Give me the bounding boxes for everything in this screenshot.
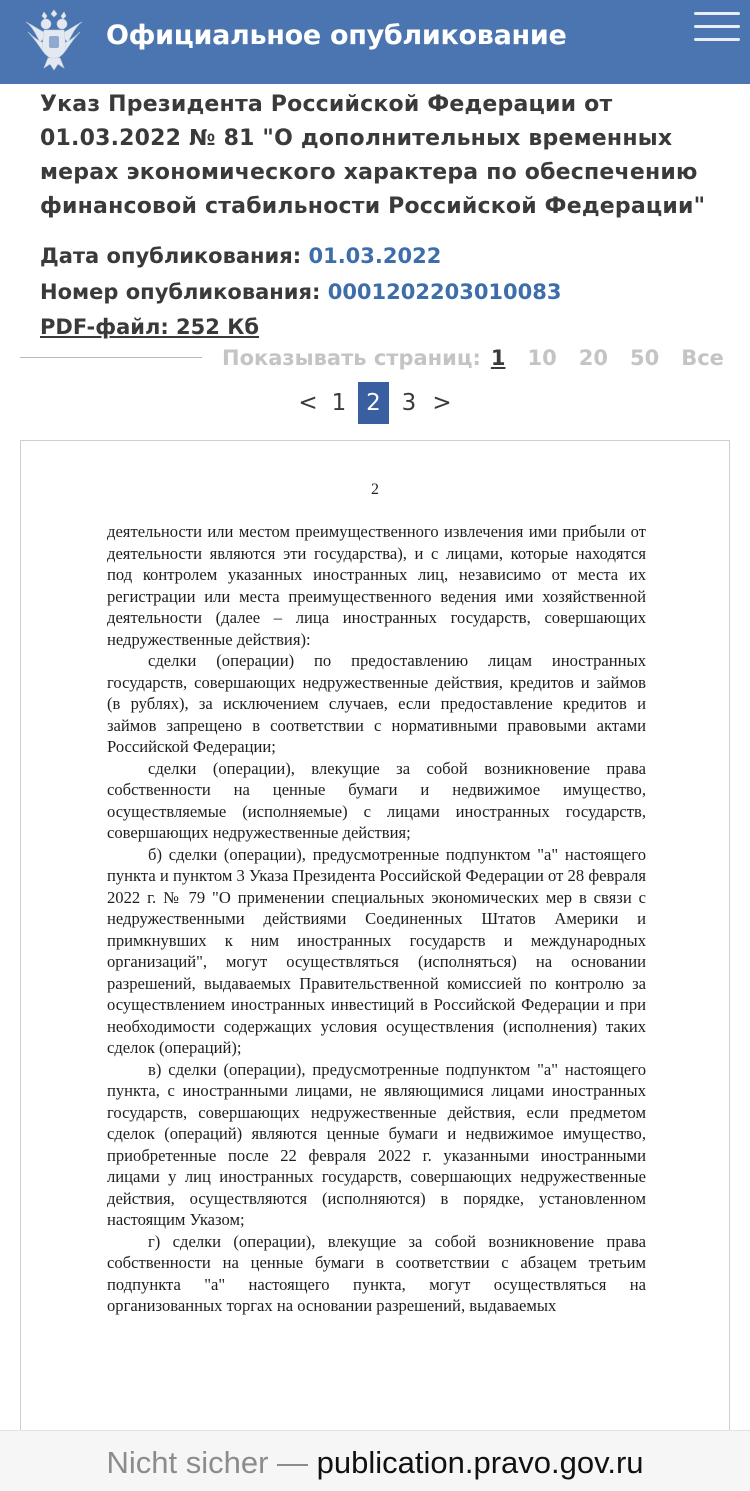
publication-number-label: Номер опубликования:	[40, 280, 321, 304]
pages-option-all[interactable]: Все	[681, 346, 724, 370]
site-header	[0, 0, 750, 84]
scan-paragraph: сделки (операции), влекущие за собой возникновение права собственности на ценные бумаги и недвижимое имущество, осуществляемые (исполняемые) с лицами иностранных государств, совершающих недружественные действия;	[107, 758, 646, 842]
next-page-button[interactable]: >	[432, 390, 452, 416]
scan-paragraph: в) сделки (операции), предусмотренные подпунктом "а" настоящего пункта, с иностранными лицами, не являющимися лицами иностранных государств, совершающих недружественные действия, если предметом сделок (операций) являются ценные бумаги и недвижимое имущество, приобретенные после 22 февраля 2022 г. указанными иностранными лицами у лиц иностранных государств, совершающих недружественные действия, осуществляются (исполняются) в порядке, установленном настоящим Указом;	[107, 1059, 646, 1229]
hamburger-menu-icon[interactable]	[694, 12, 740, 44]
browser-address-bar[interactable]	[0, 1430, 750, 1491]
insecure-label: Nicht sicher —	[106, 1445, 309, 1480]
page-3-button[interactable]: 3	[401, 390, 417, 416]
document-title: Указ Президента Российской Федерации от 01.03.2022 № 81 "О дополнительных временных мерах экономического характера по обеспечению финансовой стабильности Российской Федерации"	[40, 92, 706, 219]
divider	[20, 357, 202, 358]
pages-option-50[interactable]: 50	[629, 346, 660, 370]
pages-per-view-selector	[222, 346, 724, 370]
header-title[interactable]: Официальное опубликование	[106, 20, 567, 51]
page-2-button[interactable]: 2	[358, 382, 389, 424]
publication-date-row	[40, 244, 441, 268]
scan-paragraph: г) сделки (операции), влекущие за собой возникновение права собственности на ценные бумаги в соответствии с абзацем третьим подпункта "а" настоящего пункта, могут осуществляться на организованных торгах на основании разрешений, выдаваемых	[107, 1231, 646, 1315]
scan-page-number: 2	[371, 481, 379, 498]
scan-paragraph: деятельности или местом преимущественного извлечения ими прибыли от деятельности являются эти государства), и с лицами, которые находятся под контролем указанных иностранных лиц, независимо от места их регистрации или места преимущественного ведения ими хозяйственной деятельности (далее – лица иностранных государств, совершающих недружественные действия):	[107, 522, 646, 649]
pages-per-view-label: Показывать страниц:	[222, 346, 481, 370]
prev-page-button[interactable]: <	[298, 390, 318, 416]
url-display[interactable]	[0, 1445, 750, 1481]
publication-date-value: 01.03.2022	[308, 244, 442, 268]
scan-paragraph: сделки (операции) по предоставлению лицам иностранных государств, совершающих недружественные действия, кредитов и займов (в рублях), за исключением случаев, если предоставление кредитов и займов запрещено в соответствии с нормативными правовыми актами Российской Федерации;	[107, 651, 646, 756]
url-domain: publication.pravo.gov.ru	[316, 1445, 644, 1480]
pages-option-1[interactable]: 1	[490, 346, 506, 370]
pages-option-10[interactable]: 10	[527, 346, 557, 370]
scan-paragraph: б) сделки (операции), предусмотренные подпунктом "а" настоящего пункта и пунктом 3 Указа Президента Российской Федерации от 28 февраля 2022 г. № 79 "О применении специальных экономических мер в связи с недружественными действиями Соединенных Штатов Америки и примкнувших к ним иностранных государств и международных организаций", могут осуществляться (исполняться) на основании разрешений, выдаваемых Правительственной комиссией по контролю за осуществлением иностранных инвестиций в Российской Федерации и при необходимости содержащих условия осуществления (исполнения) таких сделок (операций);	[107, 844, 646, 1057]
scan-text	[107, 521, 646, 1317]
document-page-viewer[interactable]	[20, 440, 730, 1430]
publication-date-label: Дата опубликования:	[40, 244, 302, 268]
publication-number-value: 0001202203010083	[327, 280, 562, 304]
publication-number-row	[40, 280, 562, 304]
pdf-file-link[interactable]: PDF-файл: 252 Кб	[40, 315, 260, 339]
pages-option-20[interactable]: 20	[578, 346, 608, 370]
page-1-button[interactable]: 1	[331, 390, 347, 416]
coat-of-arms-icon[interactable]	[22, 4, 86, 72]
